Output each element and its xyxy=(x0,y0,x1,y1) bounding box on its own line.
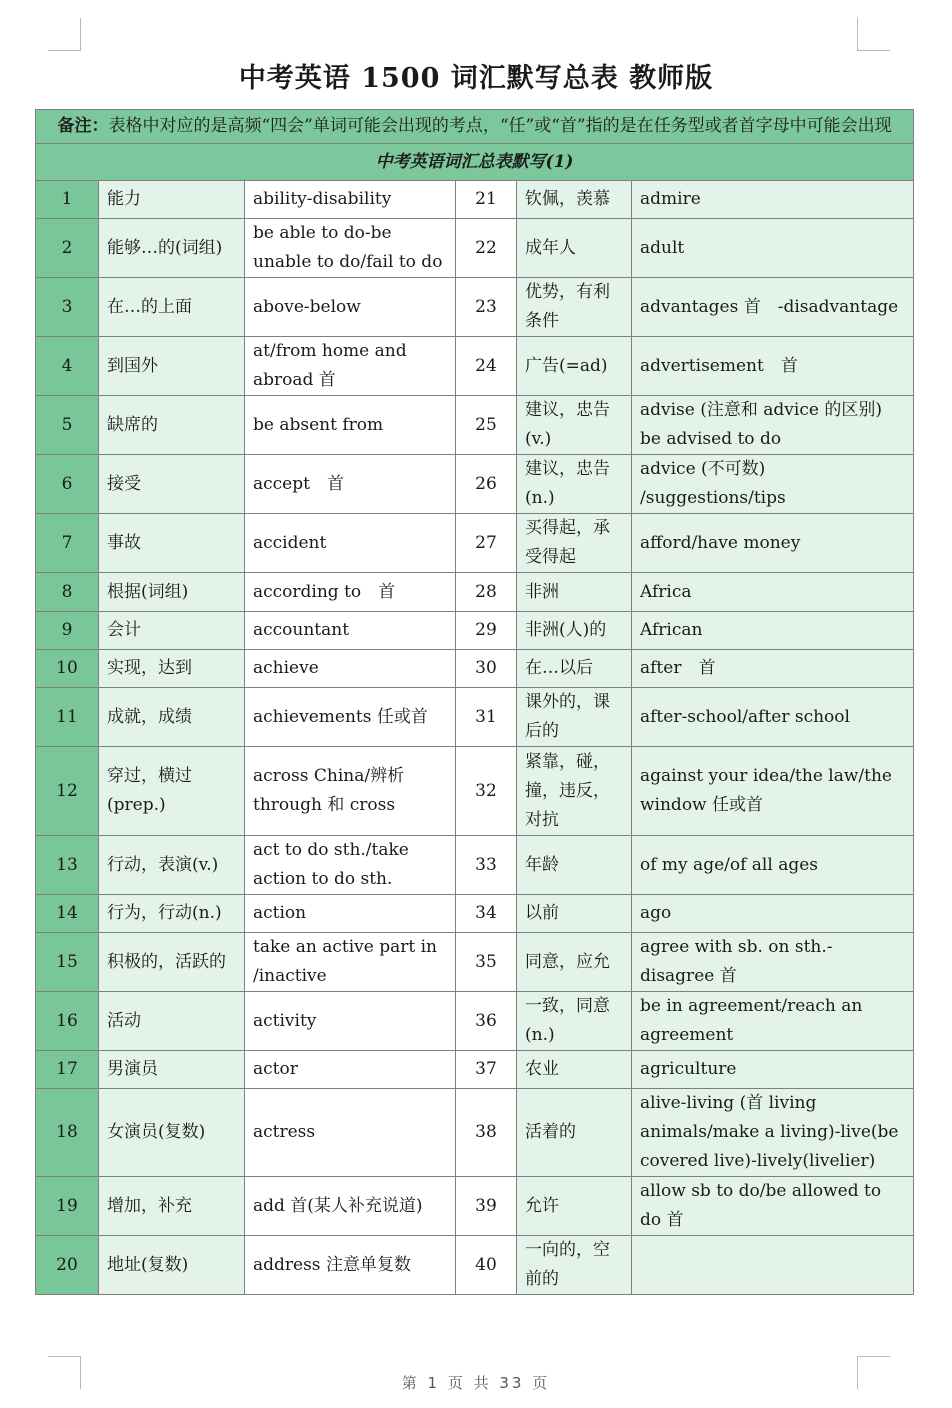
left-english-cell: address 注意单复数 xyxy=(245,1236,456,1295)
right-english-cell: against your idea/the law/the window 任或首 xyxy=(632,747,914,836)
left-chinese-cell: 男演员 xyxy=(99,1051,245,1089)
left-english-cell: action xyxy=(245,895,456,933)
right-english-cell: after-school/after school xyxy=(632,688,914,747)
right-chinese-cell: 建议，忠告(v.) xyxy=(517,396,632,455)
right-number-cell: 28 xyxy=(456,573,517,612)
left-number-cell: 11 xyxy=(36,688,99,747)
crop-mark-top-right xyxy=(857,18,890,51)
left-chinese-cell: 会计 xyxy=(99,612,245,650)
vocab-table xyxy=(35,109,914,1295)
right-english-cell: after 首 xyxy=(632,650,914,688)
table-row xyxy=(36,895,914,933)
right-number-cell: 22 xyxy=(456,219,517,278)
table-row xyxy=(36,455,914,514)
table-row xyxy=(36,219,914,278)
right-chinese-cell: 广告(=ad) xyxy=(517,337,632,396)
right-chinese-cell: 农业 xyxy=(517,1051,632,1089)
right-english-cell: advantages 首 -disadvantage xyxy=(632,278,914,337)
right-english-cell: of my age/of all ages xyxy=(632,836,914,895)
table-subtitle: 中考英语词汇总表默写(1) xyxy=(36,144,914,181)
right-chinese-cell: 钦佩，羡慕 xyxy=(517,181,632,219)
right-number-cell: 29 xyxy=(456,612,517,650)
left-chinese-cell: 女演员(复数) xyxy=(99,1089,245,1177)
left-english-cell: at/from home and abroad 首 xyxy=(245,337,456,396)
note-label: 备注： xyxy=(57,116,109,136)
right-english-cell: alive-living (首 living animals/make a living)-live(be covered live)-lively(livelier) xyxy=(632,1089,914,1177)
right-english-cell: agree with sb. on sth.-disagree 首 xyxy=(632,933,914,992)
right-chinese-cell: 优势，有利条件 xyxy=(517,278,632,337)
left-english-cell: act to do sth./take action to do sth. xyxy=(245,836,456,895)
right-english-cell: advice (不可数) /suggestions/tips xyxy=(632,455,914,514)
left-chinese-cell: 地址(复数) xyxy=(99,1236,245,1295)
left-english-cell: across China/辨析 through 和 cross xyxy=(245,747,456,836)
table-row xyxy=(36,396,914,455)
left-english-cell: achieve xyxy=(245,650,456,688)
right-chinese-cell: 年龄 xyxy=(517,836,632,895)
right-english-cell: African xyxy=(632,612,914,650)
right-english-cell: be in agreement/reach an agreement xyxy=(632,992,914,1051)
table-row xyxy=(36,933,914,992)
left-number-cell: 1 xyxy=(36,181,99,219)
right-number-cell: 24 xyxy=(456,337,517,396)
table-row xyxy=(36,612,914,650)
left-number-cell: 14 xyxy=(36,895,99,933)
right-english-cell: ago xyxy=(632,895,914,933)
table-row xyxy=(36,747,914,836)
left-number-cell: 3 xyxy=(36,278,99,337)
note-cell xyxy=(36,110,914,144)
left-english-cell: accept 首 xyxy=(245,455,456,514)
right-english-cell: adult xyxy=(632,219,914,278)
right-number-cell: 38 xyxy=(456,1089,517,1177)
left-number-cell: 10 xyxy=(36,650,99,688)
table-row xyxy=(36,181,914,219)
left-number-cell: 2 xyxy=(36,219,99,278)
left-number-cell: 8 xyxy=(36,573,99,612)
left-english-cell: actor xyxy=(245,1051,456,1089)
left-chinese-cell: 事故 xyxy=(99,514,245,573)
left-chinese-cell: 到国外 xyxy=(99,337,245,396)
left-english-cell: according to 首 xyxy=(245,573,456,612)
right-number-cell: 27 xyxy=(456,514,517,573)
right-number-cell: 32 xyxy=(456,747,517,836)
left-number-cell: 12 xyxy=(36,747,99,836)
table-row xyxy=(36,514,914,573)
note-text: 表格中对应的是高频“四会”单词可能会出现的考点，“任”或“首”指的是在任务型或者首字母中可能会出现 xyxy=(108,116,892,136)
right-chinese-cell: 非洲 xyxy=(517,573,632,612)
left-english-cell: achievements 任或首 xyxy=(245,688,456,747)
right-number-cell: 36 xyxy=(456,992,517,1051)
right-chinese-cell: 建议，忠告(n.) xyxy=(517,455,632,514)
right-number-cell: 31 xyxy=(456,688,517,747)
left-number-cell: 6 xyxy=(36,455,99,514)
table-row xyxy=(36,1177,914,1236)
table-row xyxy=(36,836,914,895)
right-number-cell: 37 xyxy=(456,1051,517,1089)
right-english-cell: allow sb to do/be allowed to do 首 xyxy=(632,1177,914,1236)
right-english-cell: afford/have money xyxy=(632,514,914,573)
table-row xyxy=(36,337,914,396)
right-chinese-cell: 允许 xyxy=(517,1177,632,1236)
left-chinese-cell: 成就，成绩 xyxy=(99,688,245,747)
table-row xyxy=(36,573,914,612)
left-chinese-cell: 穿过，横过(prep.) xyxy=(99,747,245,836)
left-chinese-cell: 能力 xyxy=(99,181,245,219)
left-chinese-cell: 增加，补充 xyxy=(99,1177,245,1236)
right-chinese-cell: 在…以后 xyxy=(517,650,632,688)
right-number-cell: 25 xyxy=(456,396,517,455)
right-number-cell: 35 xyxy=(456,933,517,992)
left-number-cell: 17 xyxy=(36,1051,99,1089)
right-chinese-cell: 以前 xyxy=(517,895,632,933)
left-chinese-cell: 活动 xyxy=(99,992,245,1051)
right-english-cell xyxy=(632,1236,914,1295)
left-chinese-cell: 缺席的 xyxy=(99,396,245,455)
left-english-cell: above-below xyxy=(245,278,456,337)
left-english-cell: take an active part in /inactive xyxy=(245,933,456,992)
right-english-cell: advertisement 首 xyxy=(632,337,914,396)
left-chinese-cell: 实现，达到 xyxy=(99,650,245,688)
right-number-cell: 34 xyxy=(456,895,517,933)
left-number-cell: 18 xyxy=(36,1089,99,1177)
left-english-cell: be absent from xyxy=(245,396,456,455)
table-row xyxy=(36,688,914,747)
left-english-cell: actress xyxy=(245,1089,456,1177)
left-number-cell: 20 xyxy=(36,1236,99,1295)
right-chinese-cell: 课外的，课后的 xyxy=(517,688,632,747)
crop-mark-top-left xyxy=(48,18,81,51)
left-english-cell: ability-disability xyxy=(245,181,456,219)
right-chinese-cell: 成年人 xyxy=(517,219,632,278)
vocab-table-wrapper xyxy=(35,109,913,1295)
left-english-cell: accountant xyxy=(245,612,456,650)
left-number-cell: 13 xyxy=(36,836,99,895)
left-chinese-cell: 积极的，活跃的 xyxy=(99,933,245,992)
right-english-cell: advise (注意和 advice 的区别) be advised to do xyxy=(632,396,914,455)
right-number-cell: 21 xyxy=(456,181,517,219)
left-english-cell: add 首(某人补充说道) xyxy=(245,1177,456,1236)
left-number-cell: 16 xyxy=(36,992,99,1051)
left-number-cell: 5 xyxy=(36,396,99,455)
right-number-cell: 40 xyxy=(456,1236,517,1295)
right-chinese-cell: 活着的 xyxy=(517,1089,632,1177)
left-number-cell: 7 xyxy=(36,514,99,573)
right-chinese-cell: 一致，同意(n.) xyxy=(517,992,632,1051)
left-chinese-cell: 在…的上面 xyxy=(99,278,245,337)
left-chinese-cell: 接受 xyxy=(99,455,245,514)
right-number-cell: 39 xyxy=(456,1177,517,1236)
right-chinese-cell: 紧靠，碰，撞，违反，对抗 xyxy=(517,747,632,836)
right-chinese-cell: 非洲(人)的 xyxy=(517,612,632,650)
table-row xyxy=(36,278,914,337)
subtitle-row xyxy=(36,144,914,181)
table-row xyxy=(36,650,914,688)
right-chinese-cell: 同意，应允 xyxy=(517,933,632,992)
left-number-cell: 15 xyxy=(36,933,99,992)
right-english-cell: admire xyxy=(632,181,914,219)
document-title: 中考英语 1500 词汇默写总表 教师版 xyxy=(238,63,714,94)
right-chinese-cell: 一向的，空前的 xyxy=(517,1236,632,1295)
right-english-cell: Africa xyxy=(632,573,914,612)
note-row xyxy=(36,110,914,144)
left-chinese-cell: 根据(词组) xyxy=(99,573,245,612)
left-number-cell: 4 xyxy=(36,337,99,396)
left-english-cell: activity xyxy=(245,992,456,1051)
left-english-cell: be able to do-be unable to do/fail to do xyxy=(245,219,456,278)
left-number-cell: 19 xyxy=(36,1177,99,1236)
right-english-cell: agriculture xyxy=(632,1051,914,1089)
left-chinese-cell: 行动，表演(v.) xyxy=(99,836,245,895)
right-number-cell: 23 xyxy=(456,278,517,337)
left-chinese-cell: 行为，行动(n.) xyxy=(99,895,245,933)
right-chinese-cell: 买得起，承受得起 xyxy=(517,514,632,573)
left-chinese-cell: 能够…的(词组) xyxy=(99,219,245,278)
table-row xyxy=(36,1089,914,1177)
right-number-cell: 33 xyxy=(456,836,517,895)
page-footer: 第 1 页 共 33 页 xyxy=(401,1374,551,1392)
table-row xyxy=(36,1236,914,1295)
table-row xyxy=(36,1051,914,1089)
table-row xyxy=(36,992,914,1051)
left-english-cell: accident xyxy=(245,514,456,573)
right-number-cell: 26 xyxy=(456,455,517,514)
left-number-cell: 9 xyxy=(36,612,99,650)
right-number-cell: 30 xyxy=(456,650,517,688)
